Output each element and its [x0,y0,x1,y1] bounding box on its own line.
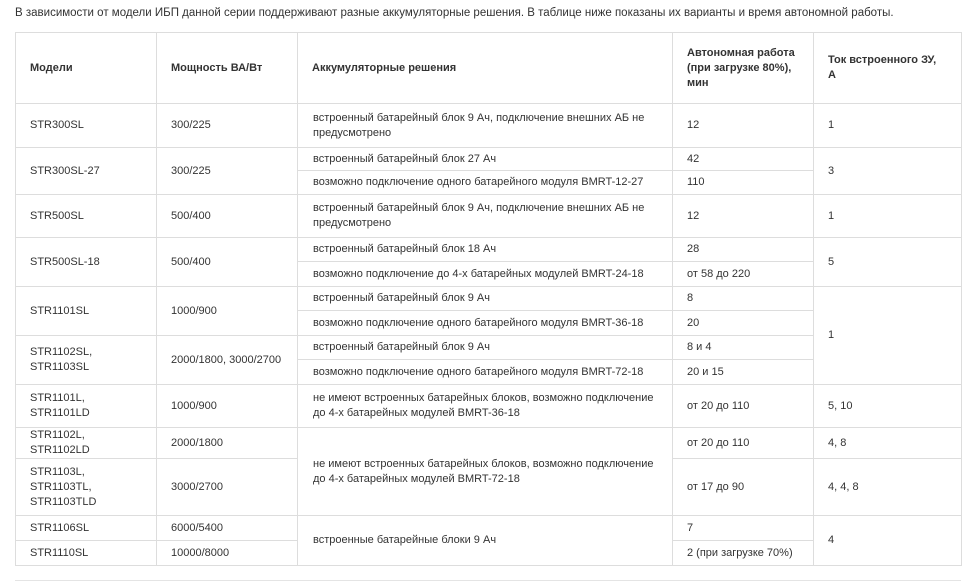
cell-autonomy: 12 [673,195,814,238]
cell-model [16,336,157,385]
cell-autonomy: от 20 до 110 [673,428,814,459]
cell-power: 300/225 [157,104,298,148]
cell-solution: встроенный батарейный блок 9 Ач [298,336,673,360]
cell-autonomy: 28 [673,238,814,262]
cell-power: 10000/8000 [157,541,298,566]
cell-autonomy: от 58 до 220 [673,262,814,287]
solution-line: предусмотрено [313,217,392,229]
solution-line: до 4-х батарейных модулей BMRT-36-18 [313,407,520,419]
cell-power: 3000/2700 [157,459,298,516]
cell-current: 5 [814,238,962,287]
cell-power: 2000/1800, 3000/2700 [157,336,298,385]
cell-model: STR300SL-27 [16,148,157,195]
cell-current: 4, 4, 8 [814,459,962,516]
header-solutions: Аккумуляторные решения [298,33,673,104]
header-autonomy-line: (при загрузке 80%), [687,61,792,74]
cell-autonomy: 2 (при загрузке 70%) [673,541,814,566]
cell-model: STR1101L, STR1101LD [16,385,157,428]
cell-solution [298,428,673,516]
cell-power: 1000/900 [157,385,298,428]
cell-current: 4 [814,516,962,566]
cell-autonomy: 8 [673,287,814,311]
solution-line: встроенный батарейный блок 9 Ач, подключение внешних АБ не [313,111,645,124]
cell-autonomy: 7 [673,516,814,541]
cell-autonomy: 20 и 15 [673,360,814,385]
cell-power: 500/400 [157,195,298,238]
header-autonomy [673,33,814,104]
table-row [16,104,962,148]
cell-current: 1 [814,287,962,385]
cell-solution: возможно подключение одного батарейного модуля BMRT-36-18 [298,311,673,336]
cell-model: STR1102L, STR1102LD [16,428,157,459]
table-row [16,428,962,459]
table-row [16,148,962,171]
table-row [16,287,962,311]
solution-line: предусмотрено [313,126,392,139]
cell-model: STR300SL [16,104,157,148]
table-row [16,195,962,238]
solution-line: встроенный батарейный блок 9 Ач, подключение внешних АБ не [313,202,645,214]
cell-solution: встроенные батарейные блоки 9 Ач [298,516,673,566]
table-row [16,238,962,262]
cell-solution: возможно подключение одного батарейного модуля BMRT-12-27 [298,171,673,195]
cell-autonomy: 110 [673,171,814,195]
header-autonomy-line: мин [687,76,709,89]
cell-solution: возможно подключение до 4-х батарейных модулей BMRT-24-18 [298,262,673,287]
cell-power: 6000/5400 [157,516,298,541]
model-line: STR1103TLD [30,495,97,508]
cell-autonomy: 20 [673,311,814,336]
cell-solution: встроенный батарейный блок 9 Ач [298,287,673,311]
cell-solution: встроенный батарейный блок 27 Ач [298,148,673,171]
cell-solution [298,385,673,428]
cell-autonomy: от 17 до 90 [673,459,814,516]
page-divider [15,580,961,581]
table-row [16,516,962,541]
cell-power: 500/400 [157,238,298,287]
cell-current: 3 [814,148,962,195]
cell-model: STR1110SL [16,541,157,566]
ups-battery-table [15,32,962,566]
cell-autonomy: 12 [673,104,814,148]
solution-line: не имеют встроенных батарейных блоков, возможно подключение [313,392,654,404]
cell-solution [298,195,673,238]
cell-model: STR500SL-18 [16,238,157,287]
header-model: Модели [16,33,157,104]
table-row [16,385,962,428]
cell-model: STR1106SL [16,516,157,541]
intro-text: В зависимости от модели ИБП данной серии поддерживают разные аккумуляторные решения. В таблице ниже показаны их варианты и время автономной работы. [15,7,894,19]
cell-power: 300/225 [157,148,298,195]
solution-line: до 4-х батарейных модулей BMRT-72-18 [313,472,520,485]
cell-current: 5, 10 [814,385,962,428]
model-line: STR1103L, [30,465,85,478]
model-line: STR1103SL [30,361,90,373]
cell-autonomy: 8 и 4 [673,336,814,360]
header-power: Мощность ВА/Вт [157,33,298,104]
cell-autonomy: от 20 до 110 [673,385,814,428]
cell-current: 1 [814,104,962,148]
cell-solution: встроенный батарейный блок 18 Ач [298,238,673,262]
cell-model [16,459,157,516]
table-header-row [16,33,962,104]
cell-model: STR1101SL [16,287,157,336]
solution-line: не имеют встроенных батарейных блоков, возможно подключение [313,457,654,470]
cell-autonomy: 42 [673,148,814,171]
cell-current: 1 [814,195,962,238]
cell-power: 2000/1800 [157,428,298,459]
cell-current: 4, 8 [814,428,962,459]
cell-solution [298,104,673,148]
cell-solution: возможно подключение одного батарейного модуля BMRT-72-18 [298,360,673,385]
model-line: STR1103TL, [30,480,92,493]
model-line: STR1102SL, [30,346,93,358]
header-current: Ток встроенного ЗУ, А [814,33,962,104]
cell-model: STR500SL [16,195,157,238]
header-autonomy-line: Автономная работа [687,46,795,59]
cell-power: 1000/900 [157,287,298,336]
